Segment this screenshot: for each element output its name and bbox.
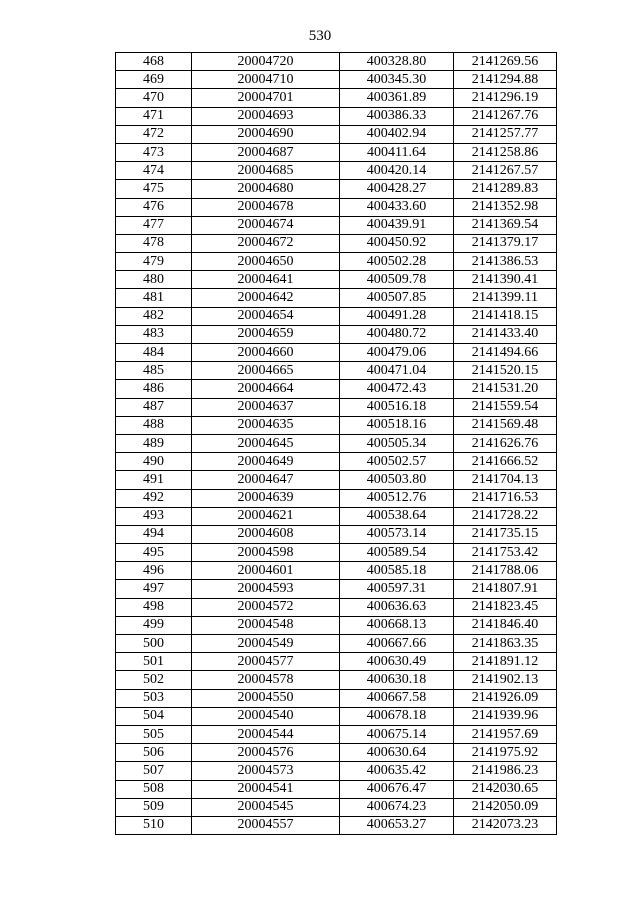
point-number-cell: 478 — [116, 234, 192, 252]
table-row — [116, 780, 557, 798]
code-cell: 20004541 — [192, 780, 340, 798]
table-row — [116, 562, 557, 580]
y-coordinate-cell: 2141788.06 — [454, 562, 557, 580]
x-coordinate-cell: 400589.54 — [340, 544, 454, 562]
x-coordinate-cell: 400361.89 — [340, 89, 454, 107]
table-row — [116, 671, 557, 689]
y-coordinate-cell: 2142073.23 — [454, 816, 557, 834]
point-number-cell: 482 — [116, 307, 192, 325]
point-number-cell: 499 — [116, 616, 192, 634]
x-coordinate-cell: 400411.64 — [340, 143, 454, 161]
x-coordinate-cell: 400472.43 — [340, 380, 454, 398]
x-coordinate-cell: 400630.49 — [340, 653, 454, 671]
table-row — [116, 434, 557, 452]
table-row — [116, 744, 557, 762]
point-number-cell: 471 — [116, 107, 192, 125]
code-cell: 20004572 — [192, 598, 340, 616]
x-coordinate-cell: 400420.14 — [340, 162, 454, 180]
y-coordinate-cell: 2141975.92 — [454, 744, 557, 762]
y-coordinate-cell: 2141753.42 — [454, 544, 557, 562]
x-coordinate-cell: 400512.76 — [340, 489, 454, 507]
y-coordinate-cell: 2141807.91 — [454, 580, 557, 598]
table-row — [116, 325, 557, 343]
x-coordinate-cell: 400667.66 — [340, 635, 454, 653]
code-cell: 20004685 — [192, 162, 340, 180]
table-row — [116, 653, 557, 671]
page-number: 530 — [308, 28, 332, 44]
table-row — [116, 253, 557, 271]
x-coordinate-cell: 400516.18 — [340, 398, 454, 416]
y-coordinate-cell: 2141559.54 — [454, 398, 557, 416]
code-cell: 20004664 — [192, 380, 340, 398]
table-body — [116, 53, 557, 835]
x-coordinate-cell: 400635.42 — [340, 762, 454, 780]
point-number-cell: 496 — [116, 562, 192, 580]
table-row — [116, 271, 557, 289]
x-coordinate-cell: 400676.47 — [340, 780, 454, 798]
point-number-cell: 469 — [116, 71, 192, 89]
table-row — [116, 489, 557, 507]
point-number-cell: 486 — [116, 380, 192, 398]
table-row — [116, 162, 557, 180]
y-coordinate-cell: 2141863.35 — [454, 635, 557, 653]
code-cell: 20004598 — [192, 544, 340, 562]
table-row — [116, 798, 557, 816]
y-coordinate-cell: 2141386.53 — [454, 253, 557, 271]
point-number-cell: 480 — [116, 271, 192, 289]
code-cell: 20004720 — [192, 53, 340, 71]
code-cell: 20004642 — [192, 289, 340, 307]
point-number-cell: 507 — [116, 762, 192, 780]
y-coordinate-cell: 2141267.76 — [454, 107, 557, 125]
y-coordinate-cell: 2141494.66 — [454, 344, 557, 362]
code-cell: 20004549 — [192, 635, 340, 653]
table-row — [116, 580, 557, 598]
table-row — [116, 89, 557, 107]
x-coordinate-cell: 400502.57 — [340, 453, 454, 471]
x-coordinate-cell: 400538.64 — [340, 507, 454, 525]
x-coordinate-cell: 400505.34 — [340, 434, 454, 452]
y-coordinate-cell: 2141352.98 — [454, 198, 557, 216]
code-cell: 20004647 — [192, 471, 340, 489]
x-coordinate-cell: 400597.31 — [340, 580, 454, 598]
y-coordinate-cell: 2141399.11 — [454, 289, 557, 307]
point-number-cell: 470 — [116, 89, 192, 107]
code-cell: 20004621 — [192, 507, 340, 525]
y-coordinate-cell: 2141716.53 — [454, 489, 557, 507]
x-coordinate-cell: 400668.13 — [340, 616, 454, 634]
point-number-cell: 494 — [116, 525, 192, 543]
code-cell: 20004635 — [192, 416, 340, 434]
point-number-cell: 510 — [116, 816, 192, 834]
y-coordinate-cell: 2141704.13 — [454, 471, 557, 489]
table-row — [116, 307, 557, 325]
y-coordinate-cell: 2141986.23 — [454, 762, 557, 780]
x-coordinate-cell: 400630.64 — [340, 744, 454, 762]
x-coordinate-cell: 400386.33 — [340, 107, 454, 125]
point-number-cell: 479 — [116, 253, 192, 271]
y-coordinate-cell: 2141626.76 — [454, 434, 557, 452]
point-number-cell: 488 — [116, 416, 192, 434]
code-cell: 20004649 — [192, 453, 340, 471]
code-cell: 20004548 — [192, 616, 340, 634]
table-row — [116, 416, 557, 434]
table-row — [116, 53, 557, 71]
point-number-cell: 498 — [116, 598, 192, 616]
y-coordinate-cell: 2141735.15 — [454, 525, 557, 543]
y-coordinate-cell: 2141289.83 — [454, 180, 557, 198]
code-cell: 20004540 — [192, 707, 340, 725]
code-cell: 20004674 — [192, 216, 340, 234]
point-number-cell: 504 — [116, 707, 192, 725]
point-number-cell: 490 — [116, 453, 192, 471]
table-row — [116, 143, 557, 161]
y-coordinate-cell: 2141569.48 — [454, 416, 557, 434]
table-row — [116, 725, 557, 743]
y-coordinate-cell: 2141296.19 — [454, 89, 557, 107]
code-cell: 20004550 — [192, 689, 340, 707]
code-cell: 20004680 — [192, 180, 340, 198]
code-cell: 20004678 — [192, 198, 340, 216]
y-coordinate-cell: 2141369.54 — [454, 216, 557, 234]
point-number-cell: 503 — [116, 689, 192, 707]
code-cell: 20004659 — [192, 325, 340, 343]
table-row — [116, 380, 557, 398]
y-coordinate-cell: 2141531.20 — [454, 380, 557, 398]
point-number-cell: 483 — [116, 325, 192, 343]
x-coordinate-cell: 400433.60 — [340, 198, 454, 216]
point-number-cell: 485 — [116, 362, 192, 380]
y-coordinate-cell: 2141926.09 — [454, 689, 557, 707]
table-row — [116, 344, 557, 362]
y-coordinate-cell: 2141269.56 — [454, 53, 557, 71]
y-coordinate-cell: 2141379.17 — [454, 234, 557, 252]
table-row — [116, 762, 557, 780]
point-number-cell: 495 — [116, 544, 192, 562]
table-row — [116, 71, 557, 89]
table-row — [116, 635, 557, 653]
code-cell: 20004573 — [192, 762, 340, 780]
y-coordinate-cell: 2141433.40 — [454, 325, 557, 343]
table-row — [116, 234, 557, 252]
x-coordinate-cell: 400491.28 — [340, 307, 454, 325]
table-row — [116, 180, 557, 198]
y-coordinate-cell: 2141294.88 — [454, 71, 557, 89]
x-coordinate-cell: 400518.16 — [340, 416, 454, 434]
y-coordinate-cell: 2142030.65 — [454, 780, 557, 798]
table-row — [116, 707, 557, 725]
point-number-cell: 508 — [116, 780, 192, 798]
table-row — [116, 107, 557, 125]
code-cell: 20004693 — [192, 107, 340, 125]
point-number-cell: 487 — [116, 398, 192, 416]
table-row — [116, 816, 557, 834]
table-row — [116, 453, 557, 471]
y-coordinate-cell: 2141520.15 — [454, 362, 557, 380]
point-number-cell: 475 — [116, 180, 192, 198]
x-coordinate-cell: 400585.18 — [340, 562, 454, 580]
x-coordinate-cell: 400573.14 — [340, 525, 454, 543]
code-cell: 20004576 — [192, 744, 340, 762]
y-coordinate-cell: 2141267.57 — [454, 162, 557, 180]
x-coordinate-cell: 400674.23 — [340, 798, 454, 816]
y-coordinate-cell: 2141390.41 — [454, 271, 557, 289]
point-number-cell: 500 — [116, 635, 192, 653]
x-coordinate-cell: 400450.92 — [340, 234, 454, 252]
x-coordinate-cell: 400479.06 — [340, 344, 454, 362]
code-cell: 20004645 — [192, 434, 340, 452]
x-coordinate-cell: 400345.30 — [340, 71, 454, 89]
x-coordinate-cell: 400480.72 — [340, 325, 454, 343]
y-coordinate-cell: 2141257.77 — [454, 125, 557, 143]
table-row — [116, 198, 557, 216]
y-coordinate-cell: 2141939.96 — [454, 707, 557, 725]
point-number-cell: 476 — [116, 198, 192, 216]
code-cell: 20004637 — [192, 398, 340, 416]
y-coordinate-cell: 2141846.40 — [454, 616, 557, 634]
x-coordinate-cell: 400428.27 — [340, 180, 454, 198]
x-coordinate-cell: 400402.94 — [340, 125, 454, 143]
code-cell: 20004690 — [192, 125, 340, 143]
code-cell: 20004710 — [192, 71, 340, 89]
code-cell: 20004593 — [192, 580, 340, 598]
y-coordinate-cell: 2141418.15 — [454, 307, 557, 325]
code-cell: 20004660 — [192, 344, 340, 362]
table-row — [116, 544, 557, 562]
point-number-cell: 493 — [116, 507, 192, 525]
point-number-cell: 481 — [116, 289, 192, 307]
y-coordinate-cell: 2141957.69 — [454, 725, 557, 743]
y-coordinate-cell: 2141728.22 — [454, 507, 557, 525]
code-cell: 20004665 — [192, 362, 340, 380]
code-cell: 20004654 — [192, 307, 340, 325]
table-row — [116, 289, 557, 307]
x-coordinate-cell: 400439.91 — [340, 216, 454, 234]
x-coordinate-cell: 400503.80 — [340, 471, 454, 489]
point-number-cell: 491 — [116, 471, 192, 489]
table-row — [116, 362, 557, 380]
y-coordinate-cell: 2141258.86 — [454, 143, 557, 161]
code-cell: 20004557 — [192, 816, 340, 834]
y-coordinate-cell: 2142050.09 — [454, 798, 557, 816]
code-cell: 20004641 — [192, 271, 340, 289]
table-row — [116, 689, 557, 707]
point-number-cell: 477 — [116, 216, 192, 234]
y-coordinate-cell: 2141823.45 — [454, 598, 557, 616]
x-coordinate-cell: 400502.28 — [340, 253, 454, 271]
x-coordinate-cell: 400328.80 — [340, 53, 454, 71]
x-coordinate-cell: 400667.58 — [340, 689, 454, 707]
table-row — [116, 616, 557, 634]
table-row — [116, 398, 557, 416]
point-number-cell: 472 — [116, 125, 192, 143]
point-number-cell: 474 — [116, 162, 192, 180]
code-cell: 20004578 — [192, 671, 340, 689]
x-coordinate-cell: 400471.04 — [340, 362, 454, 380]
code-cell: 20004577 — [192, 653, 340, 671]
point-number-cell: 473 — [116, 143, 192, 161]
point-number-cell: 505 — [116, 725, 192, 743]
code-cell: 20004544 — [192, 725, 340, 743]
x-coordinate-cell: 400653.27 — [340, 816, 454, 834]
y-coordinate-cell: 2141666.52 — [454, 453, 557, 471]
code-cell: 20004687 — [192, 143, 340, 161]
code-cell: 20004650 — [192, 253, 340, 271]
table-row — [116, 507, 557, 525]
coordinates-table — [115, 52, 557, 835]
point-number-cell: 509 — [116, 798, 192, 816]
x-coordinate-cell: 400507.85 — [340, 289, 454, 307]
x-coordinate-cell: 400509.78 — [340, 271, 454, 289]
table-row — [116, 125, 557, 143]
point-number-cell: 501 — [116, 653, 192, 671]
point-number-cell: 468 — [116, 53, 192, 71]
code-cell: 20004701 — [192, 89, 340, 107]
point-number-cell: 484 — [116, 344, 192, 362]
point-number-cell: 489 — [116, 434, 192, 452]
point-number-cell: 492 — [116, 489, 192, 507]
code-cell: 20004639 — [192, 489, 340, 507]
code-cell: 20004672 — [192, 234, 340, 252]
table-row — [116, 471, 557, 489]
code-cell: 20004545 — [192, 798, 340, 816]
x-coordinate-cell: 400678.18 — [340, 707, 454, 725]
table-row — [116, 216, 557, 234]
point-number-cell: 506 — [116, 744, 192, 762]
table-row — [116, 598, 557, 616]
point-number-cell: 497 — [116, 580, 192, 598]
y-coordinate-cell: 2141891.12 — [454, 653, 557, 671]
x-coordinate-cell: 400636.63 — [340, 598, 454, 616]
y-coordinate-cell: 2141902.13 — [454, 671, 557, 689]
x-coordinate-cell: 400675.14 — [340, 725, 454, 743]
code-cell: 20004608 — [192, 525, 340, 543]
code-cell: 20004601 — [192, 562, 340, 580]
point-number-cell: 502 — [116, 671, 192, 689]
table-row — [116, 525, 557, 543]
x-coordinate-cell: 400630.18 — [340, 671, 454, 689]
